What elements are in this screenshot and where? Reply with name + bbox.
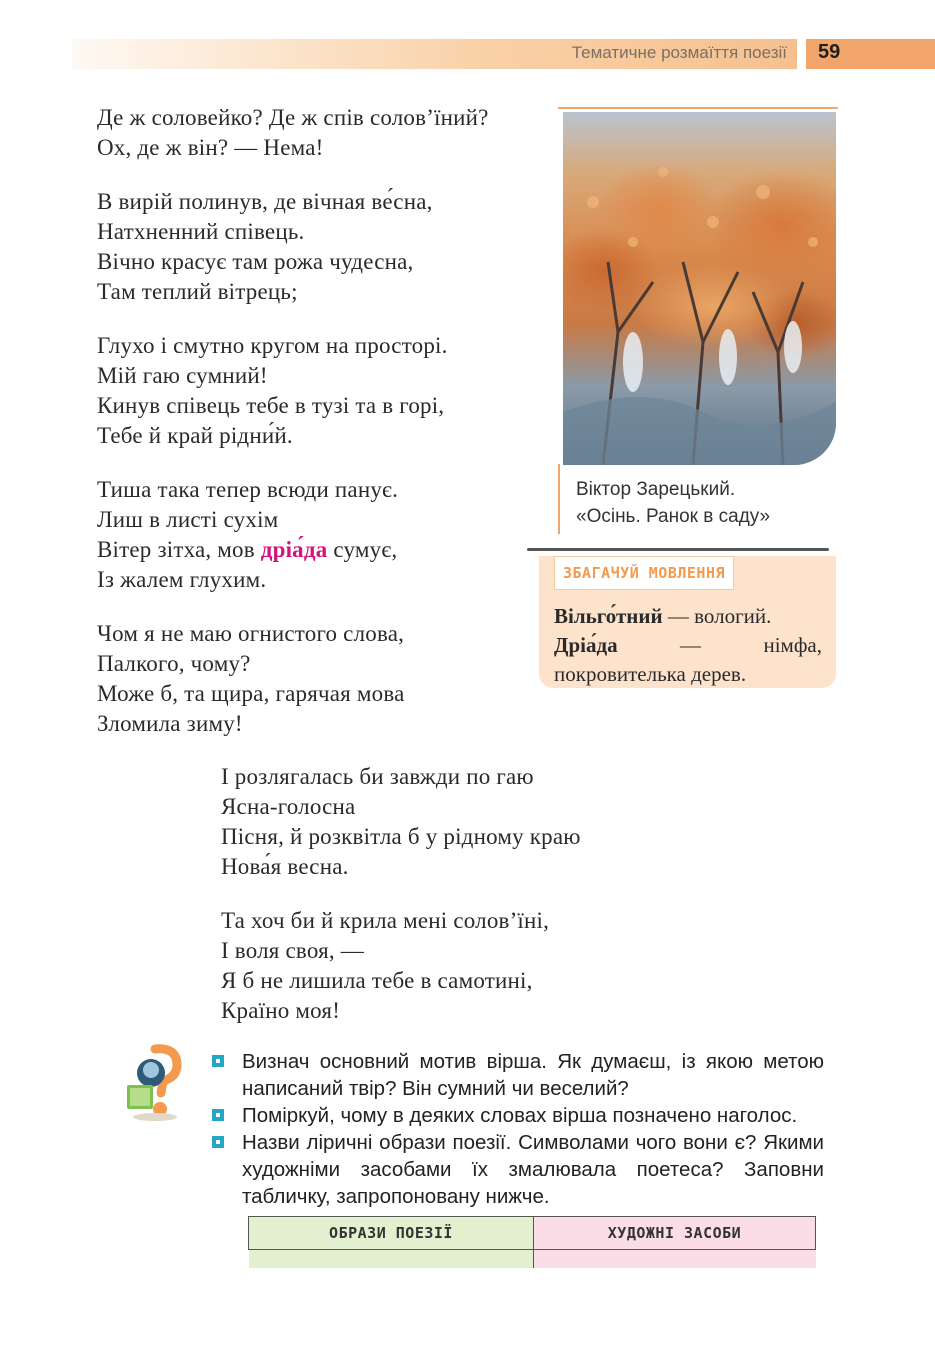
vocab-entry-2 (554, 631, 822, 689)
square-bullet-icon (212, 1055, 224, 1067)
poem-line: І розлягалась би завжди по гаю (221, 764, 534, 789)
table-cell-images[interactable] (249, 1250, 534, 1269)
poem-line: Я б не лишила тебе в самотині, (221, 968, 533, 993)
poem-line-part: сумує, (333, 537, 398, 562)
vocab-definitions (554, 602, 822, 689)
painting-artist: Віктор Зарецький. (576, 479, 736, 500)
reading-mascot-icon (125, 1043, 187, 1121)
poem-line: Країно моя! (221, 998, 341, 1023)
poem-stanza-5 (97, 619, 405, 739)
square-bullet-icon (212, 1136, 224, 1148)
table-cell-devices[interactable] (534, 1250, 816, 1269)
vocab-badge: ЗБАГАЧУЙ МОВЛЕННЯ (554, 556, 734, 590)
poem-line: І воля своя, — (221, 938, 364, 963)
poem-line (97, 535, 398, 565)
poem-line: Нова́я весна. (221, 854, 349, 879)
question-text: Поміркуй, чому в деяких словах вірша позначено наголос. (242, 1104, 798, 1127)
vocab-definition: — вологий. (662, 604, 772, 628)
question-text: Назви ліричні образи поезії. Символами чого вони є? Якими художніми засобами їх змалювала поетеса? Заповни табличку, запропоновану нижче. (242, 1131, 824, 1208)
vocab-entry-1 (554, 602, 822, 631)
poem-stanza-6 (221, 762, 581, 882)
poem-line: Може б, та щира, гарячая мова (97, 681, 405, 706)
painting-title: «Осінь. Ранок в саду» (576, 506, 771, 527)
poem-line: Тебе й край рідни́й. (97, 423, 293, 448)
poem-line: Ясна-голосна (221, 794, 356, 819)
question-text: Визнач основний мотив вірша. Як думаєш, із якою метою написаний твір? Він сумний чи веселий? (242, 1050, 824, 1100)
poem-line: Та хоч би й крила мені солов’їні, (221, 908, 550, 933)
poem-stanza-4 (97, 475, 398, 595)
section-title: Тематичне розмаїття поезії (571, 43, 787, 62)
poem-stanza-1 (97, 103, 489, 163)
question-item (212, 1129, 824, 1210)
poem-line: Зломила зиму! (97, 711, 243, 736)
vocab-term: Вільго́тний (554, 604, 663, 628)
header-bar (72, 39, 797, 69)
poem-line: Де ж соловейко? Де ж спів солов’їний? (97, 105, 489, 130)
poem-stanza-2 (97, 187, 433, 307)
poem-line: Тиша така тепер всюди панує. (97, 477, 399, 502)
autumn-garden-painting (563, 112, 836, 465)
painting-artwork (563, 112, 836, 465)
poem-stanza-7 (221, 906, 549, 1026)
poem-line: Пісня, й розквітла б у рідному краю (221, 824, 581, 849)
poem-line: Ох, де ж він? — Нема! (97, 135, 324, 160)
poem-stanza-3 (97, 331, 448, 451)
vocab-term: Дріа́да (554, 633, 618, 657)
poem-line: Глухо і смутно кругом на просторі. (97, 333, 448, 358)
highlighted-term: дріа́да (260, 537, 328, 562)
question-list (212, 1048, 824, 1210)
poem-line: Чом я не маю огнистого слова, (97, 621, 405, 646)
question-item (212, 1102, 824, 1129)
question-item (212, 1048, 824, 1102)
poem-line: Там теплий вітрець; (97, 279, 298, 304)
poem-line-part: Вітер зітха, мов (97, 537, 255, 562)
poem-line: Лиш в листі сухім (97, 507, 279, 532)
poem-line: Із жалем глухим. (97, 567, 267, 592)
page-number-box (806, 39, 935, 69)
painting-caption (576, 476, 770, 530)
table-header-images: ОБРАЗИ ПОЕЗІЇ (249, 1217, 534, 1250)
poem-line: В вирій полинув, де вічная ве́сна, (97, 189, 433, 214)
table-header-devices: ХУДОЖНІ ЗАСОБИ (534, 1217, 816, 1250)
caption-rule (558, 464, 560, 534)
vocab-definition: — німфа, покровителька дерев. (554, 633, 822, 686)
poem-line: Натхненний співець. (97, 219, 305, 244)
vocab-box (539, 556, 836, 688)
page-number: 59 (818, 41, 841, 63)
poem-line: Кинув співець тебе в тузі та в горі, (97, 393, 445, 418)
poem-line: Палкого, чому? (97, 651, 251, 676)
painting-frame (558, 107, 838, 466)
poem-line: Мій гаю сумний! (97, 363, 268, 388)
square-bullet-icon (212, 1109, 224, 1121)
vocab-pin-line (527, 548, 829, 551)
poem-analysis-table (248, 1216, 816, 1268)
poem-line: Вічно красує там рожа чудесна, (97, 249, 414, 274)
